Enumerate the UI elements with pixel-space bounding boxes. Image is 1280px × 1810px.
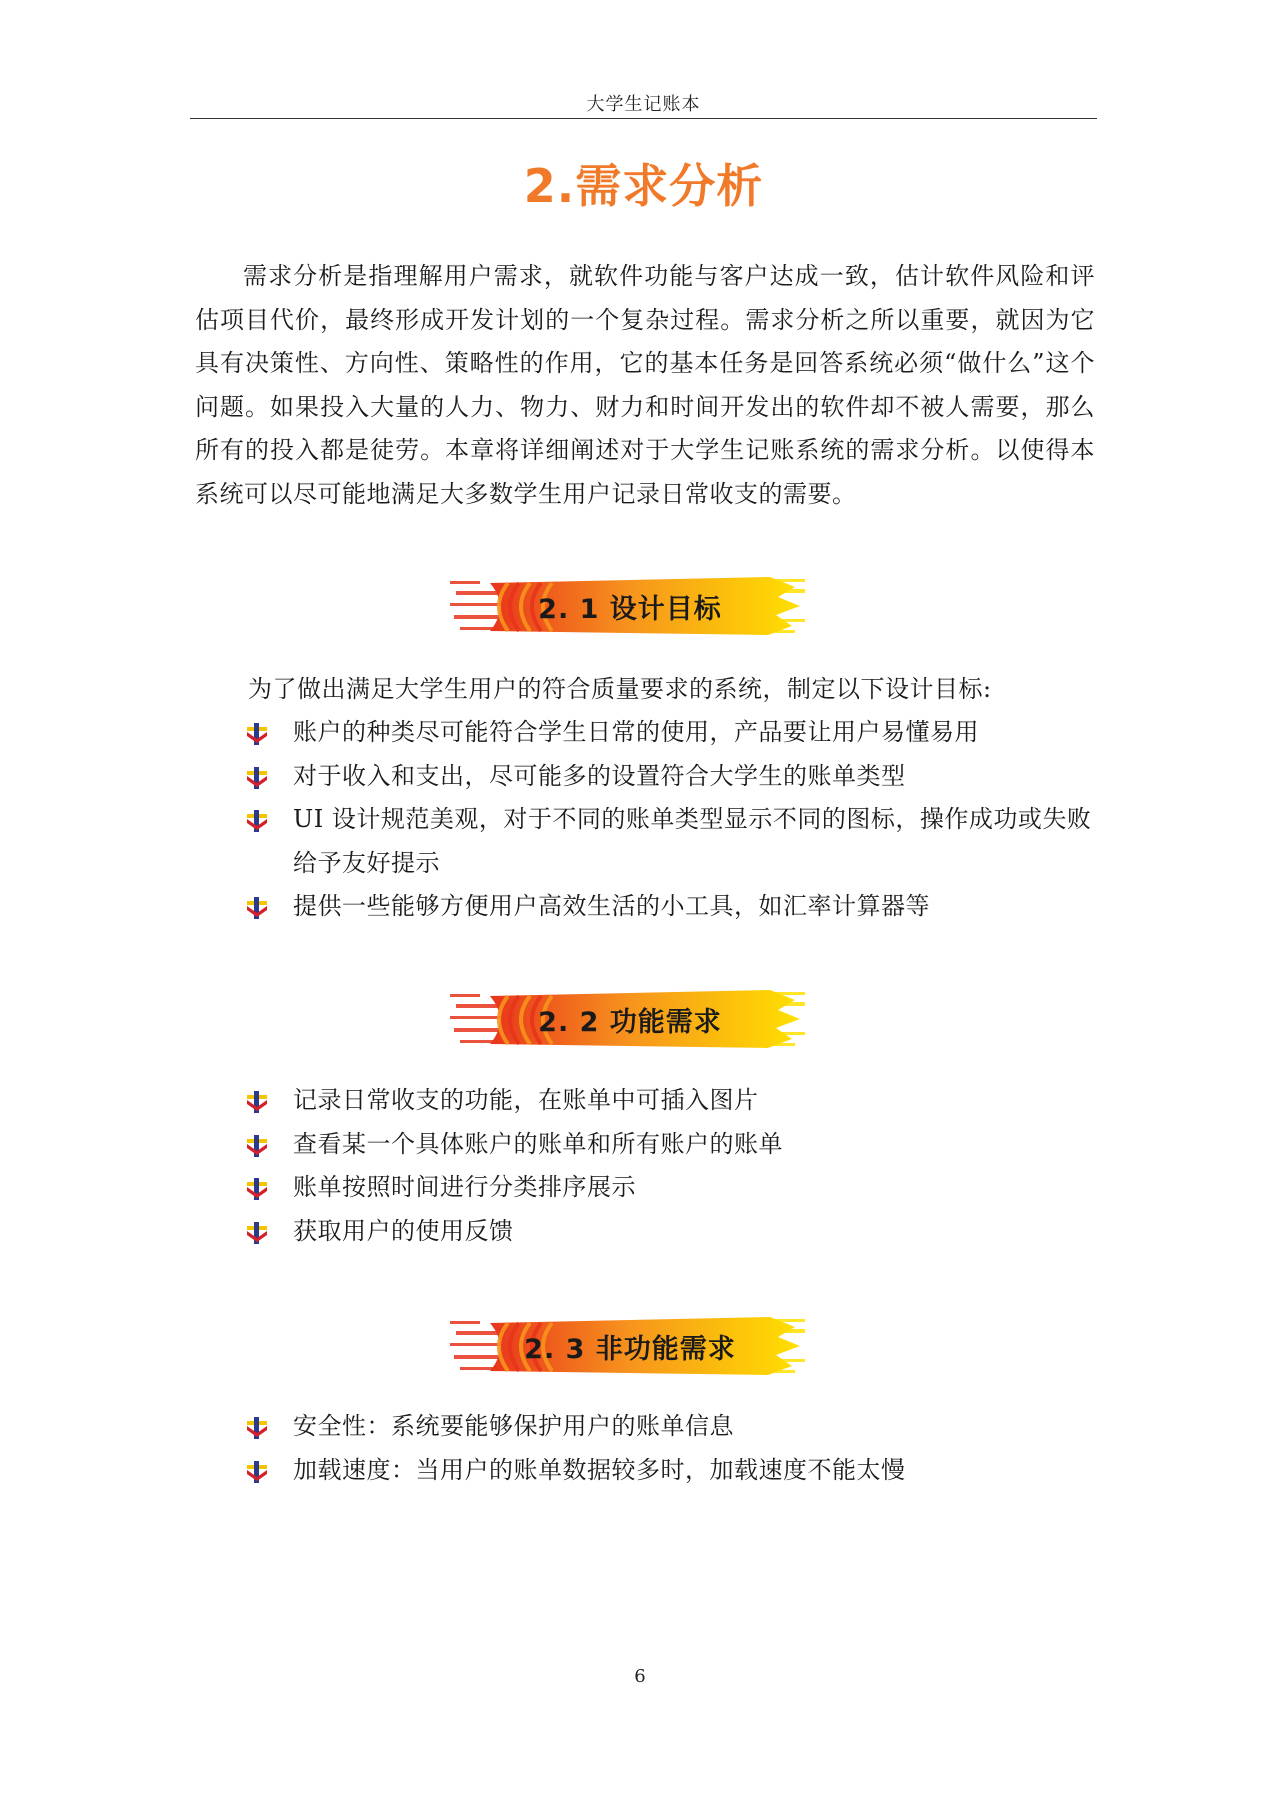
bullet-list [245, 711, 1097, 929]
running-header: 大学生记账本 [586, 94, 701, 115]
page-number: 6 [634, 1666, 646, 1687]
list-item [245, 755, 1097, 799]
list-item-text: 查看某一个具体账户的账单和所有账户的账单 [293, 1129, 783, 1158]
list-item-text: 账户的种类尽可能符合学生日常的使用，产品要让用户易懂易用 [293, 718, 979, 746]
section-lead: 为了做出满足大学生用户的符合质量要求的系统，制定以下设计目标: [248, 675, 992, 703]
intro-paragraph: 需求分析是指理解用户需求，就软件功能与客户达成一致，估计软件风险和评估项目代价，最终形成开发计划的一个复杂过程。需求分析之所以重要，就因为它具有决策性、方向性、策略性的作用，它的基本任务是回答系统必须“做什么”这个问题。如果投入大量的人力、物力、财力和时间开发出的软件却不被人需要，那么所有的投入都是徒劳。本章将详细阐述对于大学生记账系统的需求分析。以使得本系统可以尽可能地满足大多数学生用户记录日常收支的需要。 [195, 262, 1095, 508]
list-item-text: 提供一些能够方便用户高效生活的小工具，如汇率计算器等 [293, 892, 930, 920]
chapter-title: 2.需求分析 [523, 159, 764, 213]
list-item-text: 对于收入和支出，尽可能多的设置符合大学生的账单类型 [293, 761, 906, 790]
header-rule [190, 118, 1097, 119]
list-item [245, 1123, 1097, 1167]
arrow-bullet-icon [245, 723, 269, 745]
list-item-text: 账单按照时间进行分类排序展示 [293, 1173, 636, 1201]
section-banner [450, 1313, 810, 1379]
list-item [245, 711, 1097, 755]
arrow-bullet-icon [245, 897, 269, 919]
arrow-bullet-icon [245, 767, 269, 789]
list-item-text: 获取用户的使用反馈 [293, 1216, 514, 1245]
arrow-bullet-icon [245, 1091, 269, 1113]
arrow-bullet-icon [245, 1461, 269, 1483]
list-item-text: 记录日常收支的功能，在账单中可插入图片 [293, 1086, 759, 1114]
arrow-bullet-icon [245, 1135, 269, 1157]
bullet-list [245, 1079, 1097, 1253]
section-banner [450, 986, 810, 1052]
section-title: 2. 1 设计目标 [538, 594, 722, 625]
list-item [245, 1166, 1097, 1210]
arrow-bullet-icon [245, 1417, 269, 1439]
list-item [245, 798, 1097, 885]
section-title: 2. 2 功能需求 [538, 1007, 722, 1038]
list-item-text: 加载速度：当用户的账单数据较多时，加载速度不能太慢 [293, 1455, 906, 1484]
list-item [245, 1405, 1097, 1449]
list-item-text: UI 设计规范美观，对于不同的账单类型显示不同的图标，操作成功或失败给予友好提示 [293, 805, 1092, 877]
list-item [245, 1449, 1097, 1493]
arrow-bullet-icon [245, 1222, 269, 1244]
list-item [245, 885, 1097, 929]
list-item [245, 1079, 1097, 1123]
section-banner [450, 573, 810, 639]
arrow-bullet-icon [245, 1178, 269, 1200]
list-item [245, 1210, 1097, 1254]
bullet-list [245, 1405, 1097, 1492]
arrow-bullet-icon [245, 810, 269, 832]
list-item-text: 安全性：系统要能够保护用户的账单信息 [293, 1412, 734, 1440]
section-title: 2. 3 非功能需求 [524, 1334, 736, 1365]
